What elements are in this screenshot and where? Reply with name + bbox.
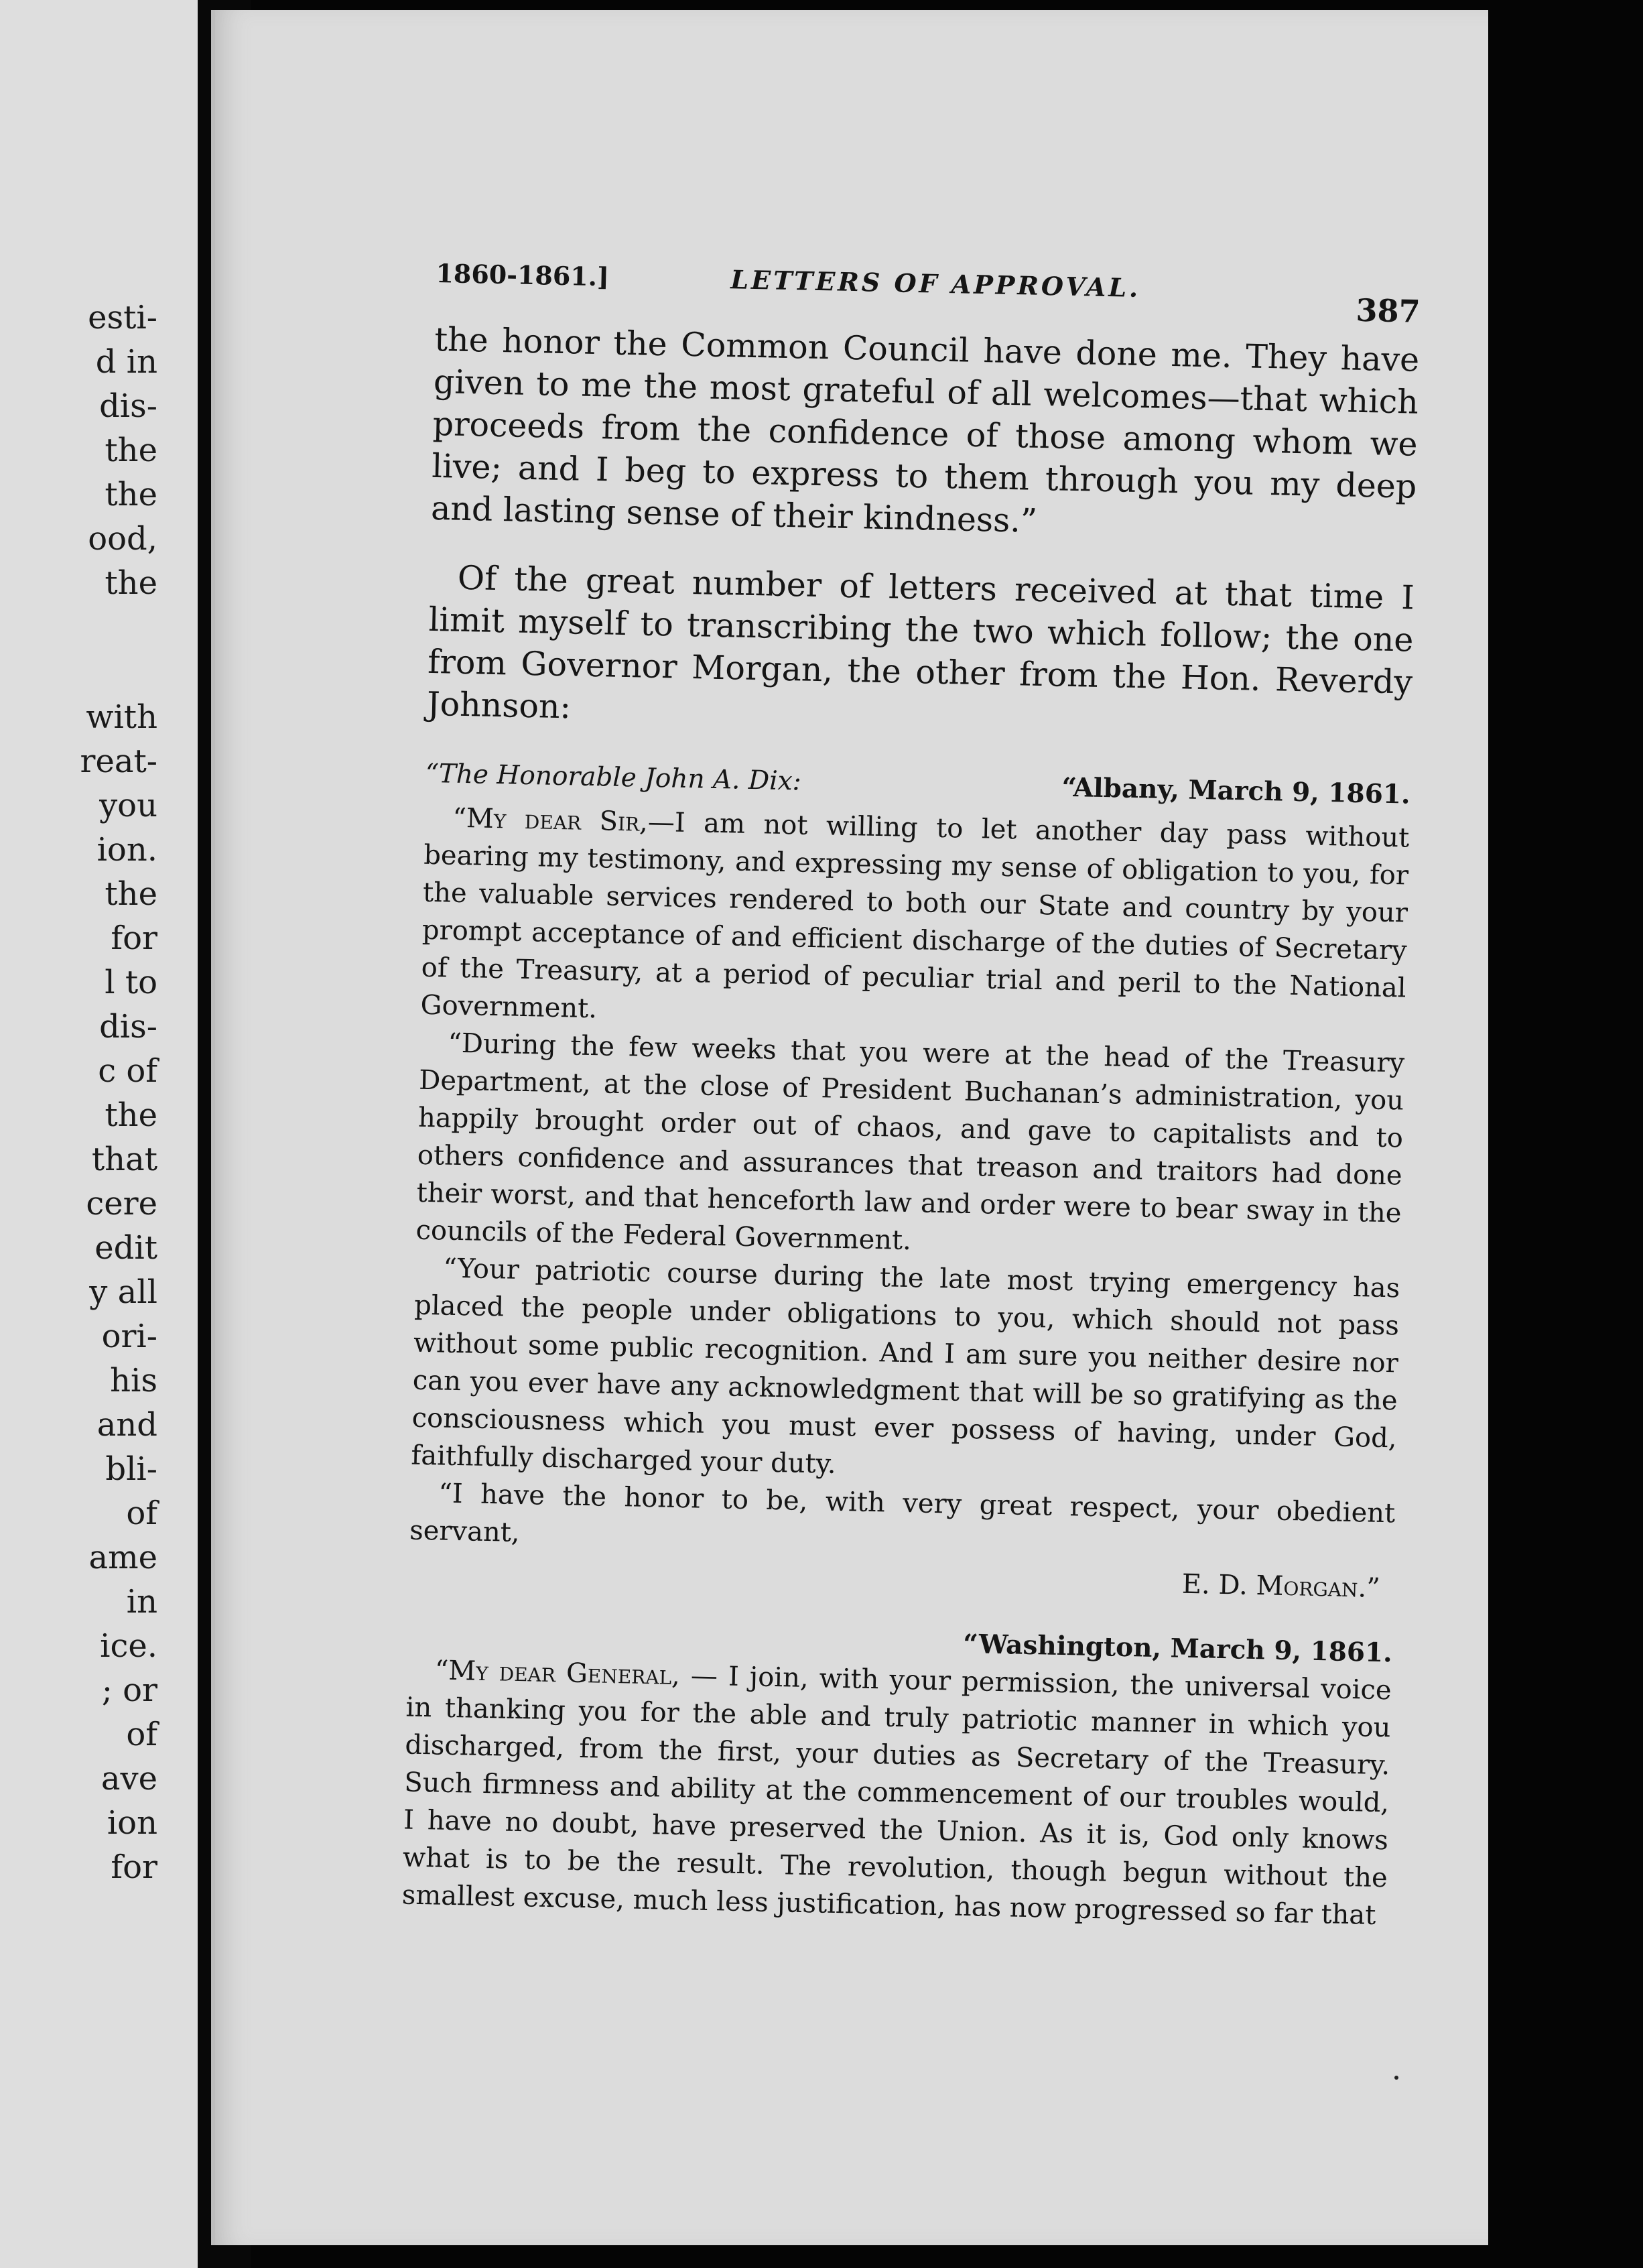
left-page-text: with — [86, 698, 157, 736]
left-page-text: l to — [105, 964, 157, 1001]
paragraph-council-thanks: the honor the Common Council have done me. They have given to me the most grateful of all welcomes—that which proceeds from the confidence of those among whom we live; and I beg to express to them through you my deep and lasting sense of their kindness.” — [430, 320, 1420, 540]
left-page-text: ori- — [101, 1318, 157, 1355]
letter-johnson-paragraph-text: — I join, with your permission, the universal voice in thanking you for the able and truly patriotic manner in which you discharged, from the first, your duties as Secretary of the Treasury. Such firmness and ability at the commencement of our troubles would, I have no doubt, have preserved the Union. As it is, God only knows what is to be the result. The revolution, though begun without the smallest excuse, much less justification, has now progressed so far that — [401, 1660, 1392, 1931]
left-page-text: d in — [95, 343, 157, 381]
left-page-text: the — [105, 432, 157, 469]
left-page-text: edit — [94, 1229, 157, 1267]
left-page-text: dis- — [99, 387, 157, 425]
left-page-text: ; or — [101, 1672, 157, 1709]
header-years: 1860-1861.] — [436, 258, 610, 292]
letter-johnson-opening: “My dear General, — [434, 1655, 681, 1692]
letter-johnson-paragraph — [401, 1651, 1392, 1935]
left-page-text: the — [105, 1096, 157, 1134]
paragraph-letters-intro: Of the great number of letters received at that time I limit myself to transcribing the two which follow; the one from Governor Morgan, the other from the Hon. Reverdy Johnson: — [426, 558, 1415, 727]
left-page-text: you — [99, 787, 157, 824]
letter-morgan-paragraph: “Your patriotic course during the late most trying emergency has placed the people under obligations to you, which should not pass without some public recognition. And I am sure you neither desire nor can you ever have any acknowledgment that will be so gratifying as the consciousness which you must ever possess of having, under God, faithfully discharged your duty. — [411, 1253, 1400, 1480]
right-page — [211, 10, 1488, 2245]
left-page-text: bli- — [105, 1450, 157, 1488]
left-page-text: y all — [89, 1273, 157, 1311]
left-page-text: in — [126, 1583, 157, 1621]
left-page-text: esti- — [88, 299, 157, 336]
left-page-text: cere — [86, 1185, 157, 1222]
left-page-text: of — [126, 1495, 157, 1532]
left-page-text: that — [91, 1141, 157, 1178]
left-page-text: ion. — [96, 831, 157, 869]
left-page-text: ood, — [88, 520, 157, 558]
left-page-text: ice. — [100, 1627, 157, 1665]
left-page-text: ame — [88, 1539, 157, 1576]
left-page-text: dis- — [99, 1008, 157, 1046]
left-page-text: the — [105, 564, 157, 602]
letter-morgan-paragraph: “During the few weeks that you were at the head of the Treasury Department, at the close of President Buchanan’s administration, you happily brought order out of chaos, and gave to capitalists and to others confidence and assurances that treason and traitors had done their worst, and that henceforth law and order were to bear sway in the councils of the Federal Government. — [415, 1027, 1405, 1257]
left-page-text: his — [110, 1362, 157, 1399]
left-page-text: and — [96, 1406, 157, 1444]
left-page-fragment — [0, 0, 198, 2268]
letter-johnson-place-date: “Washington, March 9, 1861. — [962, 1628, 1393, 1669]
letter-morgan-signature: E. D. Morgan.” — [1181, 1568, 1381, 1604]
left-page-text: for — [111, 1848, 157, 1886]
left-page-text: the — [105, 875, 157, 913]
left-page-text: ave — [101, 1760, 157, 1798]
letter-morgan-place-date: “Albany, March 9, 1861. — [1061, 771, 1411, 810]
left-page-text: c of — [98, 1052, 157, 1090]
letter-morgan-paragraph — [420, 799, 1410, 1045]
letter-morgan-salutation: “The Honorable John A. Dix: — [425, 758, 802, 797]
page-number: 387 — [1356, 292, 1421, 330]
left-page-text: for — [111, 920, 157, 957]
page-content — [401, 258, 1421, 1934]
left-page-text: of — [126, 1716, 157, 1753]
left-page-text: ion — [107, 1804, 157, 1842]
running-title: LETTERS OF APPROVAL. — [730, 264, 1141, 304]
left-page-text: reat- — [80, 743, 157, 780]
letter-morgan-opening: “My dear Sir, — [452, 802, 649, 838]
left-page-text: the — [105, 476, 157, 513]
letter-morgan-paragraph-text: —I am not willing to let another day pass without bearing my testimony, and expressing my sense of obligation to you, for the valuable services rendered to both our State and country by your prompt acceptance of and efficient discharge of the duties of Secretary of the Treasury, at a period of peculiar trial and peril to the National Government. — [420, 806, 1410, 1025]
letter-morgan-closing: “I have the honor to be, with very great respect, your obedient servant, — [409, 1478, 1396, 1549]
paper-speck — [1394, 2076, 1398, 2080]
